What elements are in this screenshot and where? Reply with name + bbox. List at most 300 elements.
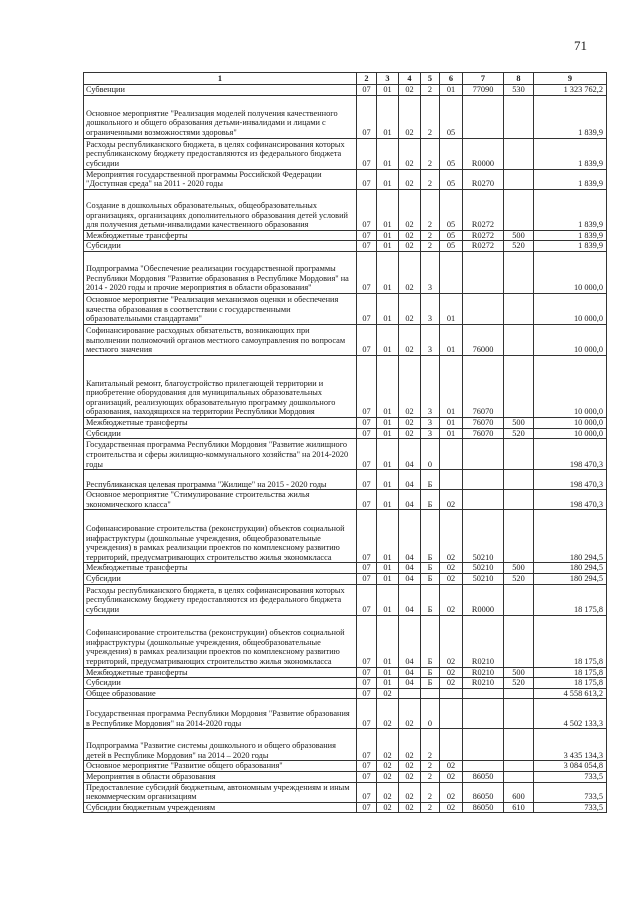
code-program: 02 — [399, 699, 421, 729]
code-chapter: 07 — [357, 85, 377, 96]
row-name: Основное мероприятие "Стимулирование строительства жилья экономического класса" — [84, 490, 357, 510]
code-subprogram: Б — [421, 584, 440, 615]
code-direction: R0210 — [463, 667, 504, 678]
code-subprogram: 2 — [421, 241, 440, 252]
amount: 4 558 613,2 — [534, 688, 607, 699]
code-direction — [463, 470, 504, 490]
code-chapter: 07 — [357, 782, 377, 802]
code-program: 02 — [399, 241, 421, 252]
code-event: 05 — [440, 169, 463, 189]
code-chapter: 07 — [357, 667, 377, 678]
table-row — [84, 138, 607, 169]
table-row — [84, 782, 607, 802]
code-program: 02 — [399, 428, 421, 439]
code-section: 01 — [377, 324, 399, 355]
code-expense-type — [504, 688, 534, 699]
row-name: Софинансирование строительства (реконструкции) объектов социальной инфраструктуры (дошкольные учреждения, общеобразовательные учреждения) в рамках реализации проектов по комплексному развитию территорий, предусматривающих строительство жилья экономкласса — [84, 615, 357, 667]
code-event: 02 — [440, 510, 463, 563]
code-program: 04 — [399, 563, 421, 574]
row-name: Межбюджетные трансферты — [84, 230, 357, 241]
amount: 4 502 133,3 — [534, 699, 607, 729]
code-program: 04 — [399, 490, 421, 510]
code-program: 02 — [399, 417, 421, 428]
code-program: 04 — [399, 470, 421, 490]
code-chapter: 07 — [357, 573, 377, 584]
code-subprogram: 2 — [421, 189, 440, 230]
code-expense-type — [504, 169, 534, 189]
amount: 18 175,8 — [534, 667, 607, 678]
code-event — [440, 699, 463, 729]
code-program: 04 — [399, 667, 421, 678]
code-direction: 76070 — [463, 417, 504, 428]
code-expense-type: 600 — [504, 782, 534, 802]
code-section: 01 — [377, 667, 399, 678]
code-event: 05 — [440, 241, 463, 252]
code-expense-type: 520 — [504, 678, 534, 689]
table-row — [84, 241, 607, 252]
table-row — [84, 355, 607, 417]
code-section: 01 — [377, 490, 399, 510]
code-direction: 76000 — [463, 324, 504, 355]
code-section: 02 — [377, 771, 399, 782]
code-event: 01 — [440, 293, 463, 324]
row-name: Субсидии — [84, 678, 357, 689]
code-expense-type — [504, 251, 534, 293]
code-program: 02 — [399, 293, 421, 324]
code-subprogram: 2 — [421, 230, 440, 241]
code-section: 01 — [377, 138, 399, 169]
row-name: Субсидии — [84, 428, 357, 439]
row-name: Софинансирование расходных обязательств, возникающих при выполнении полномочий органов местного самоуправления по вопросам местного значения — [84, 324, 357, 355]
amount: 198 470,3 — [534, 439, 607, 470]
column-header: 7 — [463, 73, 504, 85]
code-section: 01 — [377, 510, 399, 563]
code-direction: 86050 — [463, 782, 504, 802]
code-event: 02 — [440, 678, 463, 689]
code-section: 01 — [377, 241, 399, 252]
amount: 1 839,9 — [534, 95, 607, 138]
code-subprogram: 2 — [421, 782, 440, 802]
code-event — [440, 470, 463, 490]
code-program: 04 — [399, 510, 421, 563]
table-row — [84, 771, 607, 782]
code-expense-type: 530 — [504, 85, 534, 96]
code-subprogram: 3 — [421, 417, 440, 428]
code-expense-type: 520 — [504, 241, 534, 252]
code-section: 01 — [377, 678, 399, 689]
row-name: Государственная программа Республики Мордовия "Развитие жилищного строительства и сферы жилищно-коммунального хозяйства" на 2014-2020 годы — [84, 439, 357, 470]
code-program: 02 — [399, 138, 421, 169]
code-event: 02 — [440, 615, 463, 667]
code-subprogram: 0 — [421, 699, 440, 729]
amount: 18 175,8 — [534, 584, 607, 615]
amount: 10 000,0 — [534, 355, 607, 417]
code-expense-type — [504, 95, 534, 138]
code-direction — [463, 729, 504, 761]
code-direction — [463, 490, 504, 510]
code-expense-type: 500 — [504, 230, 534, 241]
row-name: Мероприятия в области образования — [84, 771, 357, 782]
code-expense-type — [504, 490, 534, 510]
code-subprogram: Б — [421, 573, 440, 584]
code-event: 01 — [440, 324, 463, 355]
amount: 1 839,9 — [534, 230, 607, 241]
amount: 180 294,5 — [534, 510, 607, 563]
code-subprogram: 3 — [421, 251, 440, 293]
code-direction — [463, 293, 504, 324]
table-row — [84, 802, 607, 813]
code-expense-type — [504, 771, 534, 782]
amount: 10 000,0 — [534, 324, 607, 355]
code-section: 01 — [377, 293, 399, 324]
code-subprogram: Б — [421, 563, 440, 574]
column-header: 2 — [357, 73, 377, 85]
table-row — [84, 584, 607, 615]
code-subprogram: Б — [421, 490, 440, 510]
row-name: Расходы республиканского бюджета, в целях софинансирования которых республиканскому бюджету предоставляются из федерального бюджета субсидии — [84, 138, 357, 169]
column-header: 4 — [399, 73, 421, 85]
code-direction — [463, 688, 504, 699]
code-event: 02 — [440, 782, 463, 802]
code-expense-type — [504, 470, 534, 490]
code-subprogram: 2 — [421, 85, 440, 96]
code-expense-type — [504, 293, 534, 324]
code-subprogram: 2 — [421, 802, 440, 813]
code-direction: 86050 — [463, 802, 504, 813]
row-name: Межбюджетные трансферты — [84, 667, 357, 678]
row-name: Субсидии — [84, 241, 357, 252]
row-name: Создание в дошкольных образовательных, общеобразовательных организациях, организациях дополнительного образования детей условий для получения детьми-инвалидами качественного образования — [84, 189, 357, 230]
page-number: 71 — [574, 38, 587, 53]
code-program: 02 — [399, 324, 421, 355]
amount: 180 294,5 — [534, 573, 607, 584]
row-name: Межбюджетные трансферты — [84, 563, 357, 574]
code-subprogram: Б — [421, 470, 440, 490]
code-subprogram: Б — [421, 678, 440, 689]
code-section: 01 — [377, 573, 399, 584]
code-program: 02 — [399, 771, 421, 782]
table-row — [84, 615, 607, 667]
column-header: 8 — [504, 73, 534, 85]
code-chapter: 07 — [357, 802, 377, 813]
code-subprogram: 3 — [421, 324, 440, 355]
code-subprogram — [421, 688, 440, 699]
table-row — [84, 688, 607, 699]
row-name: Межбюджетные трансферты — [84, 417, 357, 428]
code-subprogram: Б — [421, 510, 440, 563]
code-subprogram: 3 — [421, 428, 440, 439]
code-event — [440, 729, 463, 761]
code-expense-type — [504, 510, 534, 563]
code-direction: R0210 — [463, 615, 504, 667]
code-event: 02 — [440, 667, 463, 678]
code-event: 01 — [440, 428, 463, 439]
table-row — [84, 95, 607, 138]
column-header: 3 — [377, 73, 399, 85]
amount: 10 000,0 — [534, 293, 607, 324]
row-name: Мероприятия государственной программы Российской Федерации "Доступная среда" на 2011 - 2020 годы — [84, 169, 357, 189]
amount: 1 839,9 — [534, 241, 607, 252]
code-direction: 86050 — [463, 771, 504, 782]
code-chapter: 07 — [357, 417, 377, 428]
code-section: 01 — [377, 355, 399, 417]
table-row — [84, 85, 607, 96]
code-subprogram: Б — [421, 667, 440, 678]
code-program: 04 — [399, 573, 421, 584]
code-section: 02 — [377, 782, 399, 802]
code-chapter: 07 — [357, 761, 377, 772]
code-direction: 50210 — [463, 563, 504, 574]
amount: 3 084 054,8 — [534, 761, 607, 772]
code-direction — [463, 699, 504, 729]
code-section: 01 — [377, 417, 399, 428]
code-direction — [463, 761, 504, 772]
code-direction: R0210 — [463, 678, 504, 689]
code-program: 04 — [399, 678, 421, 689]
code-program: 02 — [399, 85, 421, 96]
code-chapter: 07 — [357, 584, 377, 615]
table-row — [84, 417, 607, 428]
amount: 18 175,8 — [534, 615, 607, 667]
table-row — [84, 678, 607, 689]
amount: 3 435 134,3 — [534, 729, 607, 761]
amount: 733,5 — [534, 771, 607, 782]
column-header: 1 — [84, 73, 357, 85]
column-header: 6 — [440, 73, 463, 85]
amount: 10 000,0 — [534, 251, 607, 293]
code-expense-type: 520 — [504, 573, 534, 584]
code-event: 02 — [440, 584, 463, 615]
table-row — [84, 729, 607, 761]
code-subprogram: 3 — [421, 293, 440, 324]
code-chapter: 07 — [357, 510, 377, 563]
code-chapter: 07 — [357, 230, 377, 241]
code-expense-type — [504, 615, 534, 667]
code-direction — [463, 251, 504, 293]
code-event: 02 — [440, 771, 463, 782]
table-row — [84, 510, 607, 563]
row-name: Субвенции — [84, 85, 357, 96]
code-chapter: 07 — [357, 169, 377, 189]
row-name: Расходы республиканского бюджета, в целях софинансирования которых республиканскому бюджету предоставляются из федерального бюджета субсидии — [84, 584, 357, 615]
code-program: 04 — [399, 615, 421, 667]
code-direction: R0272 — [463, 230, 504, 241]
code-chapter: 07 — [357, 470, 377, 490]
code-chapter: 07 — [357, 729, 377, 761]
code-chapter: 07 — [357, 95, 377, 138]
code-direction: R0272 — [463, 241, 504, 252]
code-expense-type — [504, 189, 534, 230]
table-row — [84, 293, 607, 324]
code-event: 05 — [440, 95, 463, 138]
code-event: 01 — [440, 355, 463, 417]
code-section: 01 — [377, 169, 399, 189]
code-program — [399, 688, 421, 699]
code-section: 01 — [377, 85, 399, 96]
amount: 1 323 762,2 — [534, 85, 607, 96]
code-event — [440, 688, 463, 699]
code-chapter: 07 — [357, 138, 377, 169]
code-direction: R0272 — [463, 189, 504, 230]
amount: 18 175,8 — [534, 678, 607, 689]
amount: 10 000,0 — [534, 428, 607, 439]
code-program: 02 — [399, 230, 421, 241]
code-expense-type: 520 — [504, 428, 534, 439]
code-direction: R0000 — [463, 584, 504, 615]
table-row — [84, 761, 607, 772]
code-expense-type — [504, 584, 534, 615]
code-chapter: 07 — [357, 428, 377, 439]
code-subprogram: 0 — [421, 439, 440, 470]
code-event — [440, 251, 463, 293]
table-row — [84, 470, 607, 490]
table-header-row — [84, 73, 607, 85]
code-expense-type — [504, 761, 534, 772]
row-name: Подпрограмма "Обеспечение реализации государственной программы Республики Мордовия "Развитие образования в Республике Мордовия" на 2014 - 2020 годы и прочие мероприятия в области образования" — [84, 251, 357, 293]
table-row — [84, 324, 607, 355]
code-section: 01 — [377, 189, 399, 230]
code-expense-type — [504, 138, 534, 169]
code-subprogram: Б — [421, 615, 440, 667]
row-name: Подпрограмма "Развитие системы дошкольного и общего образования детей в Республике Мордовия" на 2014 – 2020 годы — [84, 729, 357, 761]
row-name: Предоставление субсидий бюджетным, автономным учреждениям и иным некоммерческим организациям — [84, 782, 357, 802]
code-event: 02 — [440, 573, 463, 584]
code-program: 02 — [399, 782, 421, 802]
code-program: 02 — [399, 355, 421, 417]
code-chapter: 07 — [357, 678, 377, 689]
table-row — [84, 490, 607, 510]
code-section: 01 — [377, 439, 399, 470]
table-row — [84, 667, 607, 678]
code-subprogram: 2 — [421, 729, 440, 761]
amount: 198 470,3 — [534, 490, 607, 510]
code-event — [440, 439, 463, 470]
code-section: 01 — [377, 95, 399, 138]
row-name: Субсидии бюджетным учреждениям — [84, 802, 357, 813]
code-direction — [463, 95, 504, 138]
code-chapter: 07 — [357, 771, 377, 782]
code-event: 01 — [440, 85, 463, 96]
code-section: 02 — [377, 761, 399, 772]
row-name: Софинансирование строительства (реконструкции) объектов социальной инфраструктуры (дошкольные учреждения, общеобразовательные учреждения) в рамках реализации проектов по комплексному развитию территорий, предусматривающих строительство жилья экономкласса — [84, 510, 357, 563]
budget-table — [83, 72, 607, 813]
code-expense-type: 500 — [504, 563, 534, 574]
row-name: Капитальный ремонт, благоустройство прилегающей территории и приобретение оборудования для муниципальных образовательных организаций, реализующих образовательную программу дошкольного образования, находящихся на территории Республики Мордовия — [84, 355, 357, 417]
code-event: 02 — [440, 802, 463, 813]
code-expense-type — [504, 699, 534, 729]
code-expense-type: 500 — [504, 667, 534, 678]
code-program: 02 — [399, 761, 421, 772]
column-header: 5 — [421, 73, 440, 85]
amount: 1 839,9 — [534, 169, 607, 189]
code-program: 02 — [399, 251, 421, 293]
code-direction: R0000 — [463, 138, 504, 169]
code-chapter: 07 — [357, 563, 377, 574]
code-program: 02 — [399, 95, 421, 138]
code-section: 01 — [377, 615, 399, 667]
code-program: 02 — [399, 169, 421, 189]
amount: 1 839,9 — [534, 189, 607, 230]
code-expense-type: 500 — [504, 417, 534, 428]
code-direction: 50210 — [463, 573, 504, 584]
code-section: 01 — [377, 470, 399, 490]
code-chapter: 07 — [357, 251, 377, 293]
row-name: Общее образование — [84, 688, 357, 699]
row-name: Основное мероприятие "Развитие общего образования" — [84, 761, 357, 772]
code-program: 02 — [399, 189, 421, 230]
table-row — [84, 439, 607, 470]
code-event: 05 — [440, 189, 463, 230]
code-section: 01 — [377, 428, 399, 439]
code-direction: 76070 — [463, 355, 504, 417]
code-direction: R0270 — [463, 169, 504, 189]
code-chapter: 07 — [357, 293, 377, 324]
code-event: 05 — [440, 230, 463, 241]
code-chapter: 07 — [357, 699, 377, 729]
code-chapter: 07 — [357, 688, 377, 699]
code-program: 04 — [399, 584, 421, 615]
code-subprogram: 2 — [421, 169, 440, 189]
code-chapter: 07 — [357, 189, 377, 230]
code-program: 02 — [399, 802, 421, 813]
code-section: 02 — [377, 802, 399, 813]
row-name: Основное мероприятие "Реализация механизмов оценки и обеспечения качества образования в соответствии с государственными образовательными стандартами" — [84, 293, 357, 324]
code-section: 01 — [377, 251, 399, 293]
code-expense-type — [504, 355, 534, 417]
table-row — [84, 699, 607, 729]
code-event: 02 — [440, 563, 463, 574]
code-subprogram: 2 — [421, 95, 440, 138]
code-subprogram: 2 — [421, 761, 440, 772]
code-event: 05 — [440, 138, 463, 169]
code-chapter: 07 — [357, 355, 377, 417]
amount: 180 294,5 — [534, 563, 607, 574]
code-subprogram: 2 — [421, 771, 440, 782]
code-direction: 77090 — [463, 85, 504, 96]
code-expense-type — [504, 439, 534, 470]
amount: 10 000,0 — [534, 417, 607, 428]
code-section: 02 — [377, 729, 399, 761]
code-direction — [463, 439, 504, 470]
row-name: Субсидии — [84, 573, 357, 584]
row-name: Основное мероприятие "Реализация моделей получения качественного дошкольного и общего образования детьми-инвалидами и лицами с ограниченными возможностями здоровья" — [84, 95, 357, 138]
code-expense-type — [504, 729, 534, 761]
code-direction: 76070 — [463, 428, 504, 439]
code-expense-type — [504, 324, 534, 355]
column-header: 9 — [534, 73, 607, 85]
row-name: Республиканская целевая программа "Жилище" на 2015 - 2020 годы — [84, 470, 357, 490]
code-direction: 50210 — [463, 510, 504, 563]
code-expense-type: 610 — [504, 802, 534, 813]
table-row — [84, 573, 607, 584]
amount: 1 839,9 — [534, 138, 607, 169]
table-body — [84, 85, 607, 813]
table-row — [84, 230, 607, 241]
code-event: 02 — [440, 490, 463, 510]
code-chapter: 07 — [357, 615, 377, 667]
table-row — [84, 563, 607, 574]
table-row — [84, 169, 607, 189]
code-program: 02 — [399, 729, 421, 761]
code-event: 02 — [440, 761, 463, 772]
code-section: 01 — [377, 230, 399, 241]
table-row — [84, 189, 607, 230]
code-section: 02 — [377, 688, 399, 699]
amount: 198 470,3 — [534, 470, 607, 490]
code-event: 01 — [440, 417, 463, 428]
row-name: Государственная программа Республики Мордовия "Развитие образования в Республике Мордовия" на 2014-2020 годы — [84, 699, 357, 729]
code-chapter: 07 — [357, 490, 377, 510]
